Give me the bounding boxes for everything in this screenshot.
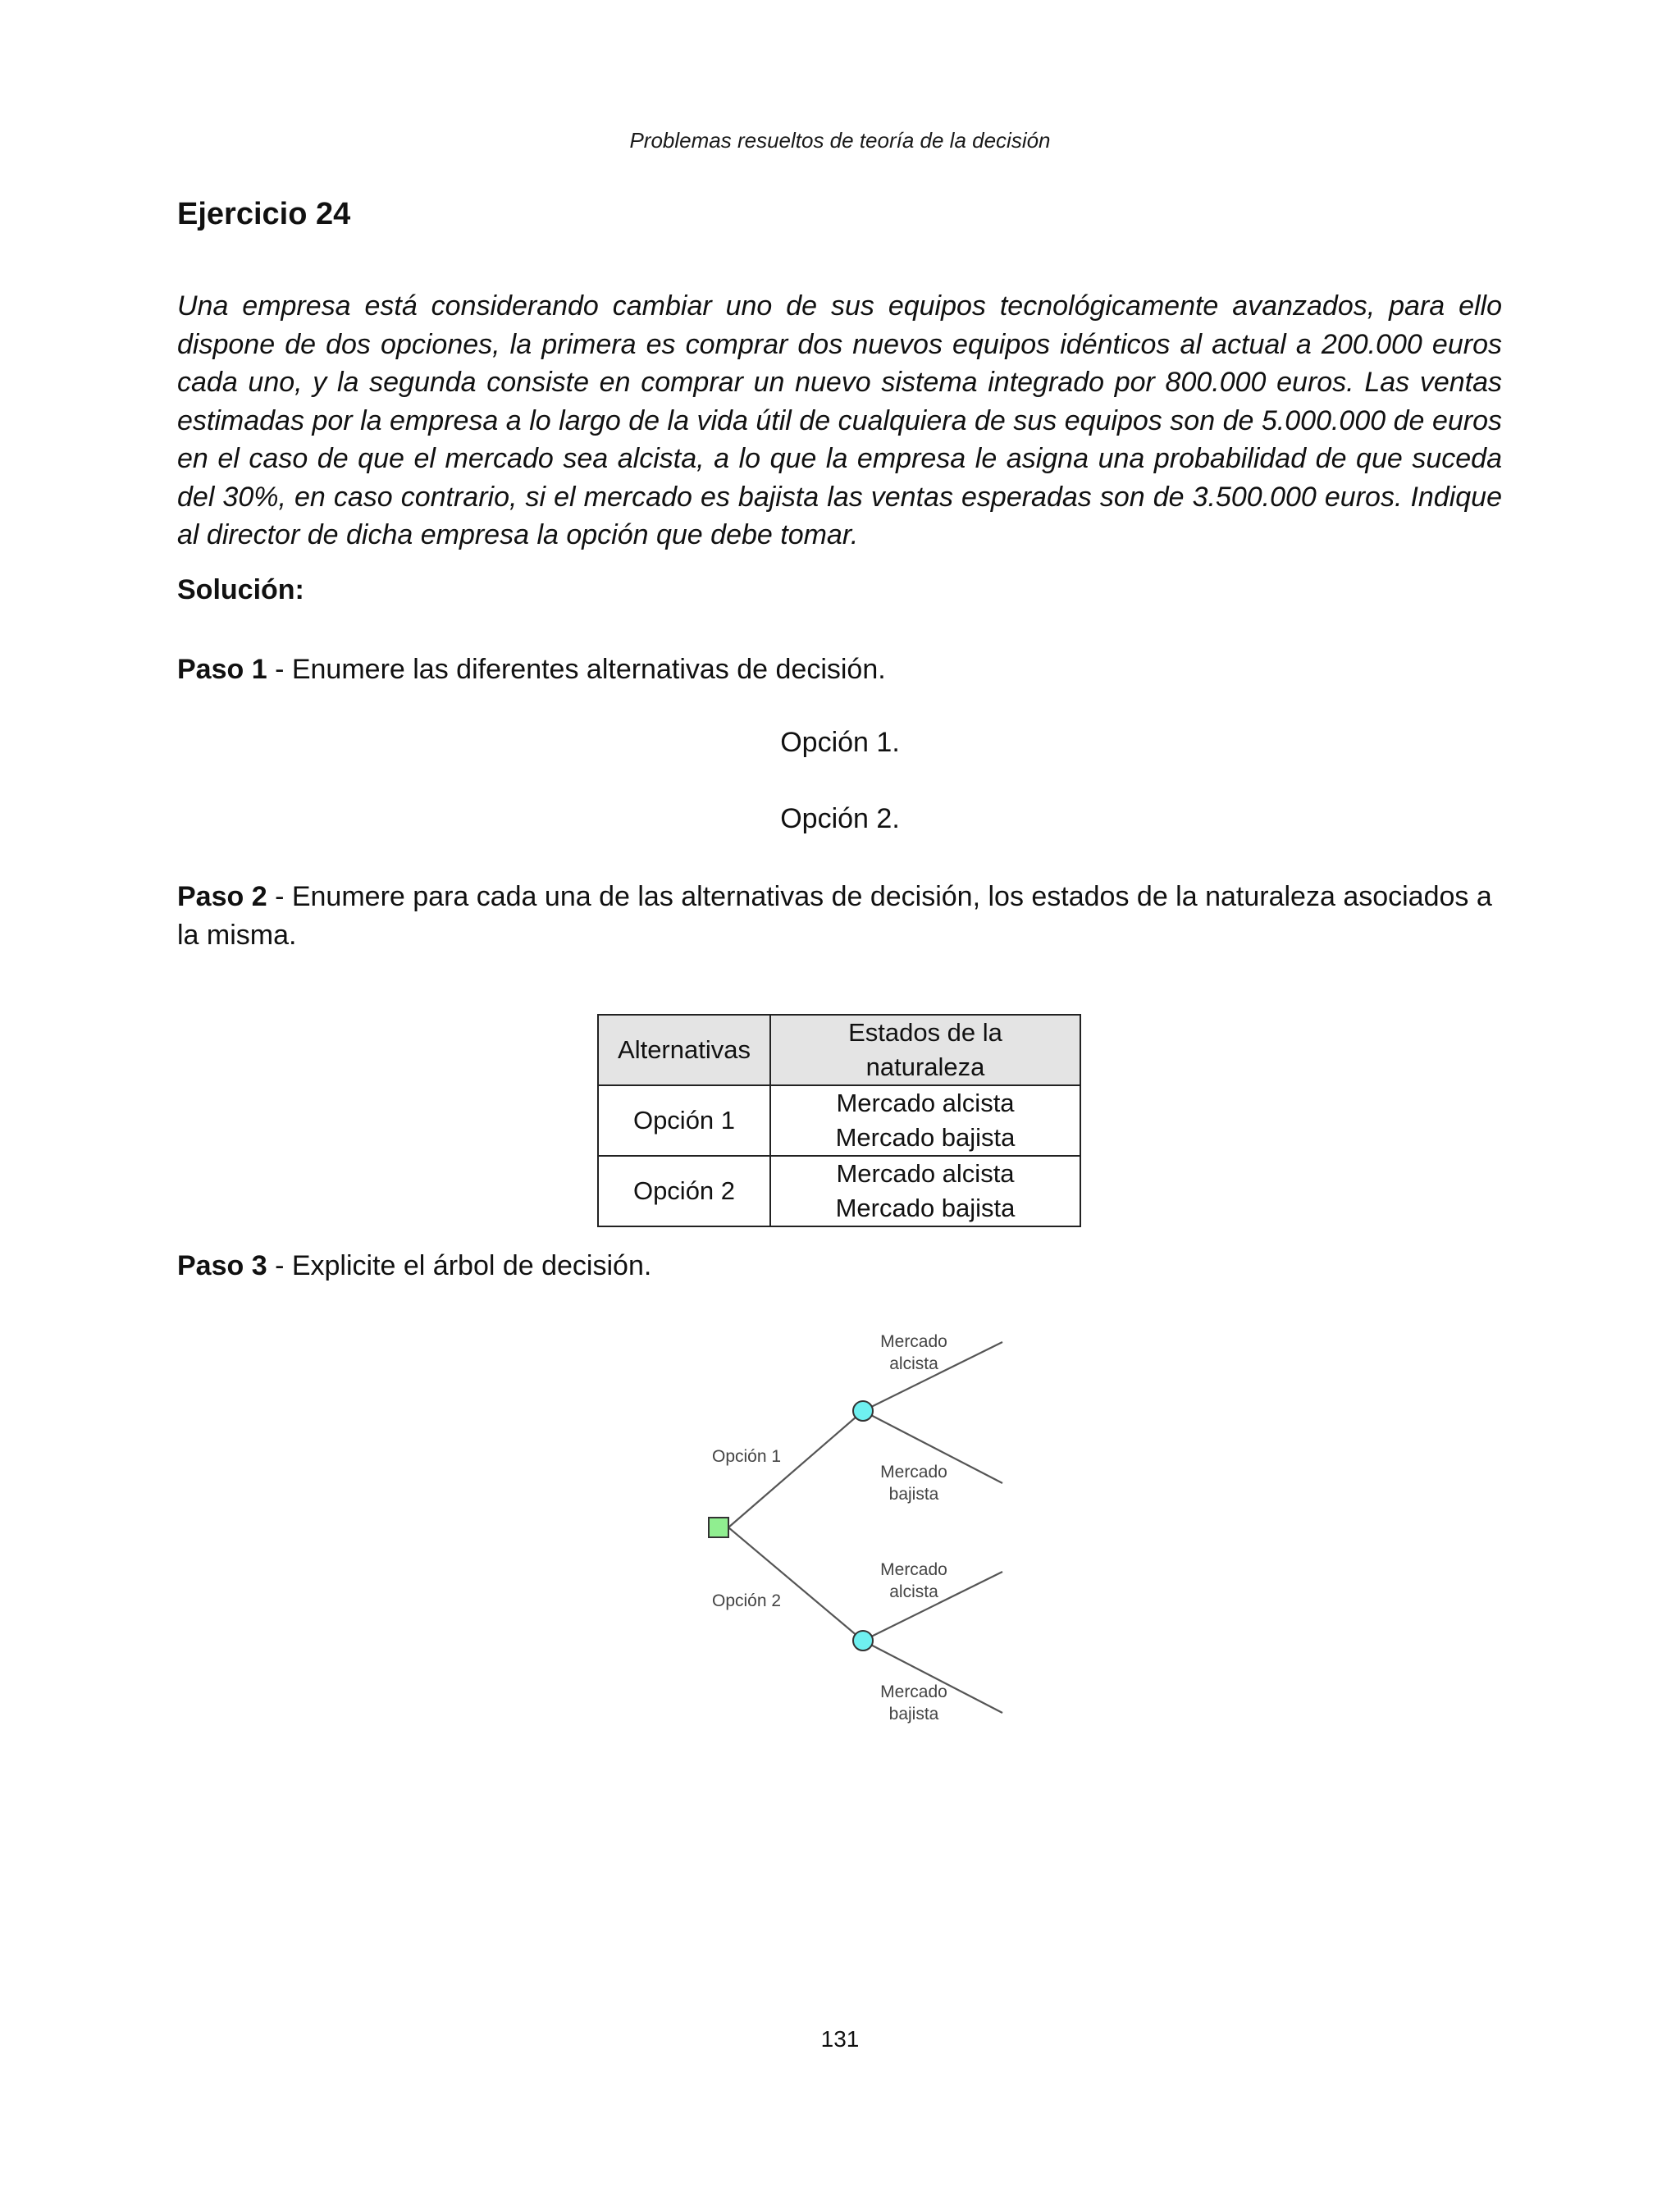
running-header: Problemas resueltos de teoría de la decisión <box>629 128 1051 153</box>
alternative-cell: Opción 2 <box>598 1156 770 1226</box>
label-opt1-alcista-line2: alcista <box>889 1354 938 1373</box>
branch-opt2-bajista <box>863 1641 1002 1713</box>
step-3-text: - Explicite el árbol de decisión. <box>267 1250 652 1281</box>
state-item: Mercado bajista <box>835 1123 1016 1152</box>
branch-option-2 <box>728 1527 863 1641</box>
label-option-2: Opción 2 <box>712 1591 782 1610</box>
state-item: Mercado alcista <box>836 1159 1015 1188</box>
label-opt1-alcista-line1: Mercado <box>880 1332 947 1351</box>
exercise-statement: Una empresa está considerando cambiar uno de sus equipos tecnológicamente avanzados, para ello dispone de dos opciones, la primera es comprar dos nuevos equipos idénticos al actual a 200.000 euros cada uno, y la segunda consiste en comprar un nuevo sistema integrado por 800.000 euros. Las ventas estimadas por la empresa a lo largo de la vida útil de cualquiera de sus equipos son de 5.000.000 de euros en el caso de que el mercado sea alcista, a lo que la empresa le asigna una probabilidad de que suceda del 30%, en caso contrario, si el mercado es bajista las ventas esperadas son de 3.500.000 euros. Indique al director de dicha empresa la opción que debe tomar. <box>177 290 1502 550</box>
solution-label: Solución: <box>177 574 304 605</box>
step-2-label: Paso 2 <box>177 881 267 912</box>
column-header-states: Estados de la naturaleza <box>770 1015 1080 1085</box>
step-2-text: - Enumere para cada una de las alternativas de decisión, los estados de la naturaleza asociados a la misma. <box>177 881 1492 951</box>
branch-option-1 <box>728 1411 863 1527</box>
chance-node <box>853 1631 873 1651</box>
step-3-label: Paso 3 <box>177 1250 267 1281</box>
label-option-1: Opción 1 <box>712 1447 782 1466</box>
branch-opt1-alcista <box>863 1342 1002 1411</box>
chance-node <box>853 1401 873 1421</box>
step-1-text: - Enumere las diferentes alternativas de decisión. <box>267 654 886 685</box>
decision-node <box>709 1518 728 1537</box>
label-opt1-bajista-line1: Mercado <box>880 1463 947 1482</box>
label-opt2-bajista-line2: bajista <box>888 1705 939 1724</box>
column-header-alternatives: Alternativas <box>598 1015 770 1085</box>
option-2-line: Opción 2. <box>780 803 900 834</box>
state-item: Mercado alcista <box>836 1089 1015 1117</box>
page-number: 131 <box>820 2026 860 2052</box>
label-opt2-bajista-line1: Mercado <box>880 1682 947 1701</box>
state-item: Mercado bajista <box>835 1194 1016 1222</box>
exercise-title: Ejercicio 24 <box>177 197 351 231</box>
option-1-line: Opción 1. <box>780 727 900 758</box>
label-opt2-alcista-line1: Mercado <box>880 1560 947 1579</box>
label-opt1-bajista-line2: bajista <box>888 1485 939 1504</box>
label-opt2-alcista-line2: alcista <box>889 1582 938 1601</box>
alternative-cell: Opción 1 <box>598 1085 770 1156</box>
step-1-label: Paso 1 <box>177 654 267 685</box>
